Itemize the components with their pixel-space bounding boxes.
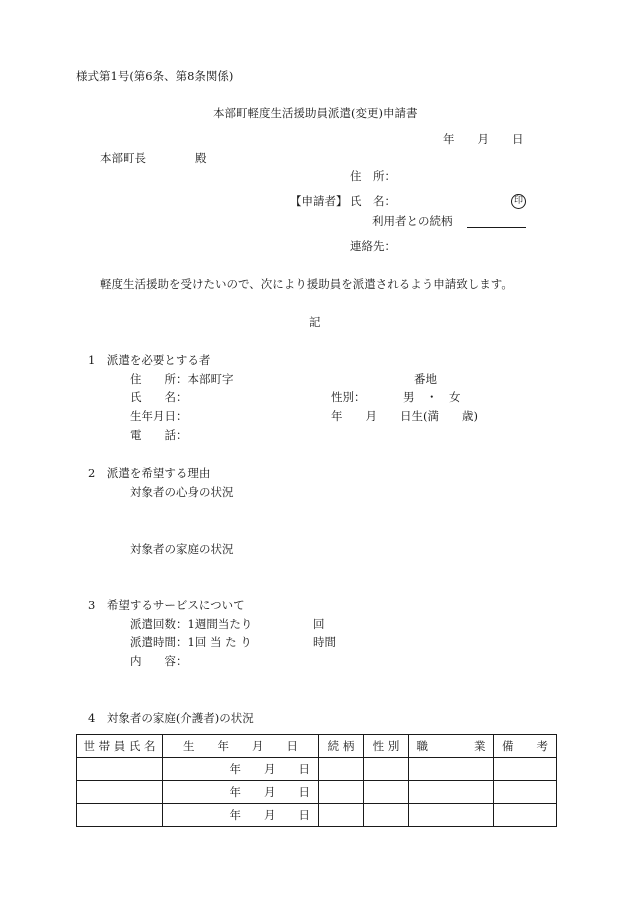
service-content-label: 内 容： <box>130 654 188 668</box>
seal-mark <box>511 194 526 209</box>
occupation-cell <box>409 781 494 804</box>
section4-heading: 4 対象者の家庭(介護者)の状況 <box>88 711 254 725</box>
column-member-name: 世 帯 員 氏 名 <box>77 735 163 758</box>
member-name-cell <box>77 804 163 827</box>
sex-cell <box>364 758 409 781</box>
dispatch-time-unit: 時間 <box>313 635 336 649</box>
table-row <box>77 804 557 827</box>
birth-date-cell: 年 月 日 <box>163 758 319 781</box>
subject-banchi: 番地 <box>414 372 437 386</box>
applicant-name-label: 氏 名： <box>350 194 396 208</box>
remarks-cell <box>494 758 557 781</box>
relation-label: 利用者との続柄 <box>372 214 453 228</box>
dispatch-time-label: 派遣時間：1回 当 た り <box>130 635 252 649</box>
form-number: 様式第1号(第6条、第8条関係) <box>76 69 234 83</box>
column-remarks: 備 考 <box>494 735 557 758</box>
applicant-bracket-label: 【申請者】 <box>290 194 348 208</box>
document-title: 本部町軽度生活援助員派遣(変更)申請書 <box>213 106 418 120</box>
household-table-header <box>77 735 557 758</box>
honorific: 殿 <box>195 151 207 165</box>
request-statement: 軽度生活援助を受けたいので、次により援助員を派遣されるよう申請致します。 <box>100 277 513 291</box>
member-name-cell <box>77 781 163 804</box>
subject-name-label: 氏 名： <box>130 390 188 404</box>
remarks-cell <box>494 804 557 827</box>
column-occupation: 職 業 <box>409 735 494 758</box>
dispatch-count-label: 派遣回数：1週間当たり <box>130 617 253 631</box>
subject-birth-value: 年 月 日生(満 歳) <box>331 409 478 423</box>
dispatch-count-unit: 回 <box>313 617 325 631</box>
remarks-cell <box>494 781 557 804</box>
applicant-address-label: 住 所： <box>350 169 396 183</box>
relation-cell <box>319 781 364 804</box>
subject-phone-label: 電 話： <box>130 428 188 442</box>
subject-sex-label: 性別： <box>331 390 366 404</box>
member-name-cell <box>77 758 163 781</box>
section3-heading: 3 希望するサービスについて <box>88 598 245 612</box>
relation-cell <box>319 804 364 827</box>
family-condition-label: 対象者の家庭の状況 <box>130 542 234 556</box>
column-sex: 性 別 <box>364 735 409 758</box>
household-table <box>76 734 557 827</box>
relation-underline <box>467 227 526 228</box>
table-row <box>77 781 557 804</box>
column-relation: 続 柄 <box>319 735 364 758</box>
column-birth-date: 生 年 月 日 <box>163 735 319 758</box>
ki-heading: 記 <box>309 315 321 329</box>
addressee: 本部町長 <box>100 151 146 165</box>
occupation-cell <box>409 804 494 827</box>
birth-date-cell: 年 月 日 <box>163 781 319 804</box>
mind-body-condition-label: 対象者の心身の状況 <box>130 485 234 499</box>
section1-heading: 1 派遣を必要とする者 <box>88 353 211 367</box>
section2-heading: 2 派遣を希望する理由 <box>88 466 211 480</box>
birth-date-cell: 年 月 日 <box>163 804 319 827</box>
subject-sex-options: 男 ・ 女 <box>403 390 461 404</box>
application-date: 年 月 日 <box>443 132 524 146</box>
relation-cell <box>319 758 364 781</box>
occupation-cell <box>409 758 494 781</box>
subject-address-label: 住 所：本部町字 <box>130 372 234 386</box>
table-row <box>77 758 557 781</box>
seal-icon: 印 <box>511 194 526 209</box>
sex-cell <box>364 781 409 804</box>
subject-birth-label: 生年月日： <box>130 409 188 423</box>
sex-cell <box>364 804 409 827</box>
applicant-contact-label: 連絡先： <box>350 239 396 253</box>
